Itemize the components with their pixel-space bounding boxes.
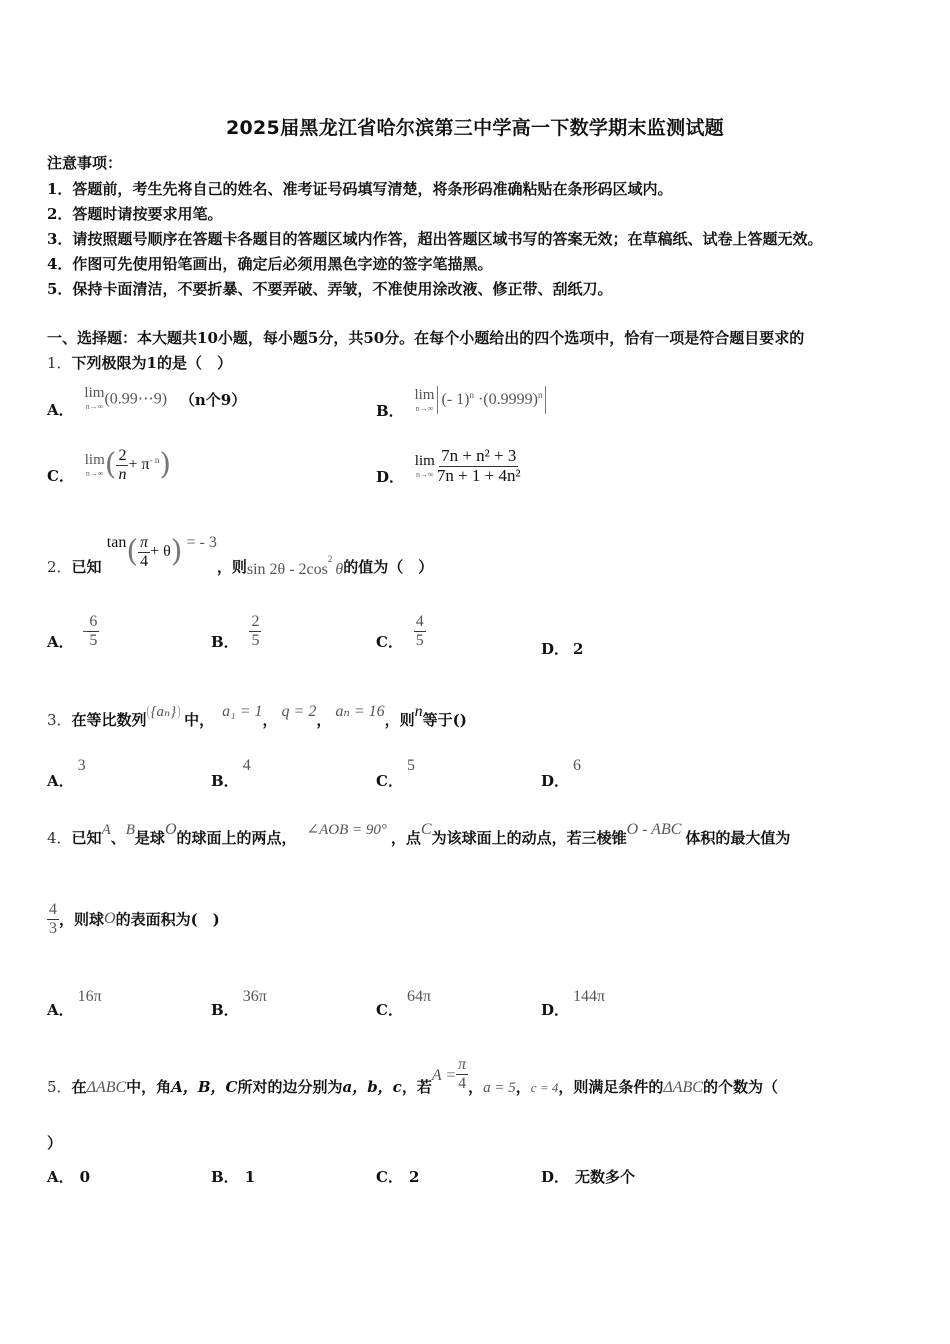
option-value: 3 xyxy=(77,757,86,774)
question-number: 2． xyxy=(47,558,72,577)
math-expr: (0.99⋯9) xyxy=(104,390,168,408)
notice-heading: 注意事项： xyxy=(47,154,123,172)
question-text: ， xyxy=(316,711,332,729)
math-frac xyxy=(47,901,59,937)
option-value: 2 xyxy=(408,1168,420,1186)
q2-option-b xyxy=(211,613,261,652)
frac-num: 2 xyxy=(118,447,127,464)
q1-option-b xyxy=(376,386,549,420)
question-text: 在 xyxy=(71,1078,87,1097)
lim-text: lim xyxy=(414,452,435,469)
frac-den: 4 xyxy=(140,552,149,570)
math-point: O xyxy=(164,821,177,838)
q1-option-a xyxy=(47,385,247,419)
math-frac xyxy=(138,534,150,570)
q5-option-b xyxy=(211,1166,255,1187)
math-expr: a₁ = 1 xyxy=(222,703,263,720)
frac-den: 4 xyxy=(458,1074,467,1092)
question-text: 、 xyxy=(110,829,126,847)
frac-num: 4 xyxy=(415,613,424,630)
lim-sub: n→∞ xyxy=(415,469,434,479)
frac-den: 3 xyxy=(49,919,57,937)
math-exp: - n xyxy=(149,455,160,466)
math-lim xyxy=(414,388,434,413)
math-expr: = - 3 xyxy=(186,534,217,551)
question-text: 为该球面上的动点，若三棱锥 xyxy=(431,829,627,847)
notice-item: 1．答题前，考生先将自己的姓名、准考证号码填写清楚，将条形码准确粘贴在条形码区域内。 xyxy=(47,180,673,198)
option-label: A． xyxy=(47,400,74,419)
option-value: 5 xyxy=(406,757,415,774)
option-label: D． xyxy=(541,1001,570,1019)
paren-close: ) xyxy=(170,534,183,570)
q4-option-a xyxy=(47,985,102,1019)
question-text: ，点 xyxy=(390,829,421,847)
question-text: 等于() xyxy=(422,711,467,729)
question-text: ，则 xyxy=(384,711,415,729)
frac-num: 2 xyxy=(251,613,260,630)
math-exp: 2 xyxy=(327,554,333,565)
option-value: 1 xyxy=(244,1168,256,1186)
lim-text: lim xyxy=(414,386,435,403)
question-text: 的球面上的两点， xyxy=(176,829,297,847)
q3-option-b xyxy=(211,754,251,790)
question-5-stem xyxy=(47,1046,778,1097)
question-3-stem xyxy=(47,700,467,729)
math-expr: ∠AOB = 90° xyxy=(306,822,387,838)
question-text: 的个数为（ xyxy=(702,1078,778,1097)
question-text: 体积的最大值为 xyxy=(685,829,791,847)
math-tan: tan xyxy=(106,534,127,551)
option-label: C． xyxy=(376,633,403,652)
option-label: D． xyxy=(541,772,570,790)
option-label: D． xyxy=(541,1168,570,1186)
math-expr: sin 2θ - 2cos xyxy=(246,561,328,579)
math-expr: c = 4 xyxy=(530,1080,559,1096)
math-frac xyxy=(116,447,128,483)
option-value: 36π xyxy=(242,988,267,1005)
paren-close: ) xyxy=(159,447,172,483)
question-text: ， xyxy=(515,1078,531,1097)
option-note: （n个9） xyxy=(179,390,247,409)
frac-den: 7n + 1 + 4n² xyxy=(436,465,521,485)
option-label: A． xyxy=(47,1001,74,1019)
math-expr: ΔABC xyxy=(663,1079,703,1097)
question-text: A，B，C xyxy=(171,1078,238,1097)
option-label: C． xyxy=(376,1168,403,1186)
option-label: D． xyxy=(376,468,405,487)
frac-num: 7n + n² + 3 xyxy=(441,446,517,465)
option-value: 无数多个 xyxy=(575,1168,636,1186)
math-expr: ·(0.9999) xyxy=(477,391,538,408)
math-frac xyxy=(435,447,523,485)
abs-bar xyxy=(437,386,438,414)
frac-den: n xyxy=(118,465,127,483)
math-frac xyxy=(249,613,261,649)
frac-num: 6 xyxy=(89,613,98,630)
q4-option-d xyxy=(541,985,606,1019)
option-value: 4 xyxy=(242,757,251,774)
math-expr: n xyxy=(414,703,423,720)
question-text: 的值为（ ） xyxy=(343,558,434,577)
abs-bar xyxy=(545,386,546,414)
math-expr: + θ xyxy=(150,543,171,561)
lim-sub: n→∞ xyxy=(85,468,104,478)
math-point: A xyxy=(101,822,111,838)
math-expr: θ xyxy=(335,561,344,579)
q5-option-c xyxy=(376,1166,419,1187)
math-sign: - xyxy=(82,622,88,639)
question-4-stem-cont xyxy=(47,901,220,937)
question-text: ，若 xyxy=(401,1078,432,1097)
math-lim xyxy=(85,453,105,478)
frac-num: π xyxy=(140,534,149,551)
math-lim xyxy=(84,386,104,411)
option-value: 64π xyxy=(406,988,432,1005)
page-title: 2025届黑龙江省哈尔滨第三中学高一下数学期末监测试题 xyxy=(226,117,724,139)
notice-item: 4．作图可先使用铅笔画出，确定后必须用黑色字迹的签字笔描黑。 xyxy=(47,255,493,273)
question-text: 中，角 xyxy=(126,1078,172,1097)
math-lim xyxy=(415,454,435,479)
question-text: 所对的边分别为 xyxy=(237,1078,343,1097)
question-text: 在等比数列 xyxy=(71,711,147,729)
question-text: a，b，c xyxy=(342,1078,402,1097)
option-label: B． xyxy=(211,633,239,652)
math-frac xyxy=(456,1056,468,1092)
math-expr: (- 1) xyxy=(441,391,470,408)
option-value: 144π xyxy=(573,988,606,1005)
math-expr: q = 2 xyxy=(281,703,317,720)
notice-item: 3．请按照题号顺序在答题卡各题目的答题区域内作答，超出答题区域书写的答案无效；在草稿纸、试卷上答题无效。 xyxy=(47,230,823,248)
question-number: 4． xyxy=(47,829,72,847)
question-number: 1． xyxy=(47,354,72,372)
option-value: 16π xyxy=(77,988,102,1005)
question-text: ，则满足条件的 xyxy=(558,1078,664,1097)
math-expr: O - ABC xyxy=(626,821,682,838)
option-value: 2 xyxy=(573,640,584,658)
notice-item: 2．答题时请按要求用笔。 xyxy=(47,205,223,223)
option-label: A． xyxy=(47,772,74,790)
question-text: ， xyxy=(262,711,278,729)
question-text: ， xyxy=(468,1078,484,1097)
question-text: 中， xyxy=(184,711,215,729)
math-point: C xyxy=(420,821,432,838)
frac-den: 5 xyxy=(251,631,260,649)
paren-open: ( xyxy=(104,447,117,483)
question-2-stem xyxy=(47,534,434,579)
q5-option-d xyxy=(541,1166,635,1187)
math-expr: + π xyxy=(128,456,150,474)
math-expr: a = 5 xyxy=(483,1080,516,1097)
question-text: 已知 xyxy=(71,558,102,577)
question-text: ，则 xyxy=(216,558,247,577)
math-expr: A = xyxy=(431,1067,457,1085)
option-label: C． xyxy=(47,467,74,486)
option-label: B． xyxy=(211,772,239,790)
q5-option-a xyxy=(47,1166,90,1187)
q3-option-d xyxy=(541,754,582,790)
question-number: 3． xyxy=(47,711,72,729)
question-text: 下列极限为1的是（ ） xyxy=(71,354,232,372)
option-label: B． xyxy=(376,402,404,420)
option-label: B． xyxy=(211,1001,239,1019)
lim-text: lim xyxy=(84,451,105,468)
math-expr: ΔABC xyxy=(86,1079,127,1097)
question-4-stem xyxy=(47,818,791,847)
paren-open: ( xyxy=(126,534,139,570)
frac-den: 5 xyxy=(89,631,98,649)
lim-sub: n→∞ xyxy=(85,402,104,411)
section-heading: 一、选择题：本大题共10小题，每小题5分，共50分。在每个小题给出的四个选项中，恰有一项是符合题目要求的 xyxy=(47,329,805,347)
math-point: B xyxy=(125,822,135,838)
q2-option-d xyxy=(541,638,583,659)
option-label: D． xyxy=(541,640,570,658)
question-text: 是球 xyxy=(134,829,165,847)
option-value: 6 xyxy=(573,757,582,774)
option-value: 0 xyxy=(79,1168,91,1186)
math-exp: n xyxy=(537,390,543,400)
frac-num: π xyxy=(458,1056,467,1073)
question-text: 已知 xyxy=(71,829,102,847)
question-number: 5． xyxy=(47,1078,72,1097)
math-point: O xyxy=(104,910,116,928)
q2-option-c xyxy=(376,613,426,652)
q3-option-c xyxy=(376,754,415,790)
math-frac xyxy=(414,613,426,649)
q4-option-c xyxy=(376,985,432,1019)
option-label: A． xyxy=(47,633,74,652)
math-frac xyxy=(87,613,99,649)
math-seq: {aₙ} xyxy=(147,704,181,720)
question-5-close: ） xyxy=(47,1134,63,1152)
option-label: C． xyxy=(376,772,403,790)
q3-option-a xyxy=(47,754,86,790)
notice-item: 5．保持卡面清洁，不要折暴、不要弄破、弄皱，不准使用涂改液、修正带、刮纸刀。 xyxy=(47,280,613,298)
question-1-stem xyxy=(47,352,232,373)
frac-den: 5 xyxy=(415,631,424,649)
lim-text: lim xyxy=(84,385,105,401)
math-expr: aₙ = 16 xyxy=(335,703,385,720)
q1-option-d xyxy=(376,447,523,485)
option-label: A． xyxy=(47,1168,74,1186)
question-text: 的表面积为( ) xyxy=(115,910,220,929)
math-exp: n xyxy=(469,390,474,400)
q4-option-b xyxy=(211,985,267,1019)
option-label: B． xyxy=(211,1168,239,1186)
option-label: C． xyxy=(376,1001,403,1019)
lim-sub: n→∞ xyxy=(415,403,434,413)
question-text: ，则球 xyxy=(59,910,105,929)
q2-option-a xyxy=(47,613,99,652)
frac-num: 4 xyxy=(49,901,57,918)
q1-option-c xyxy=(47,447,172,486)
